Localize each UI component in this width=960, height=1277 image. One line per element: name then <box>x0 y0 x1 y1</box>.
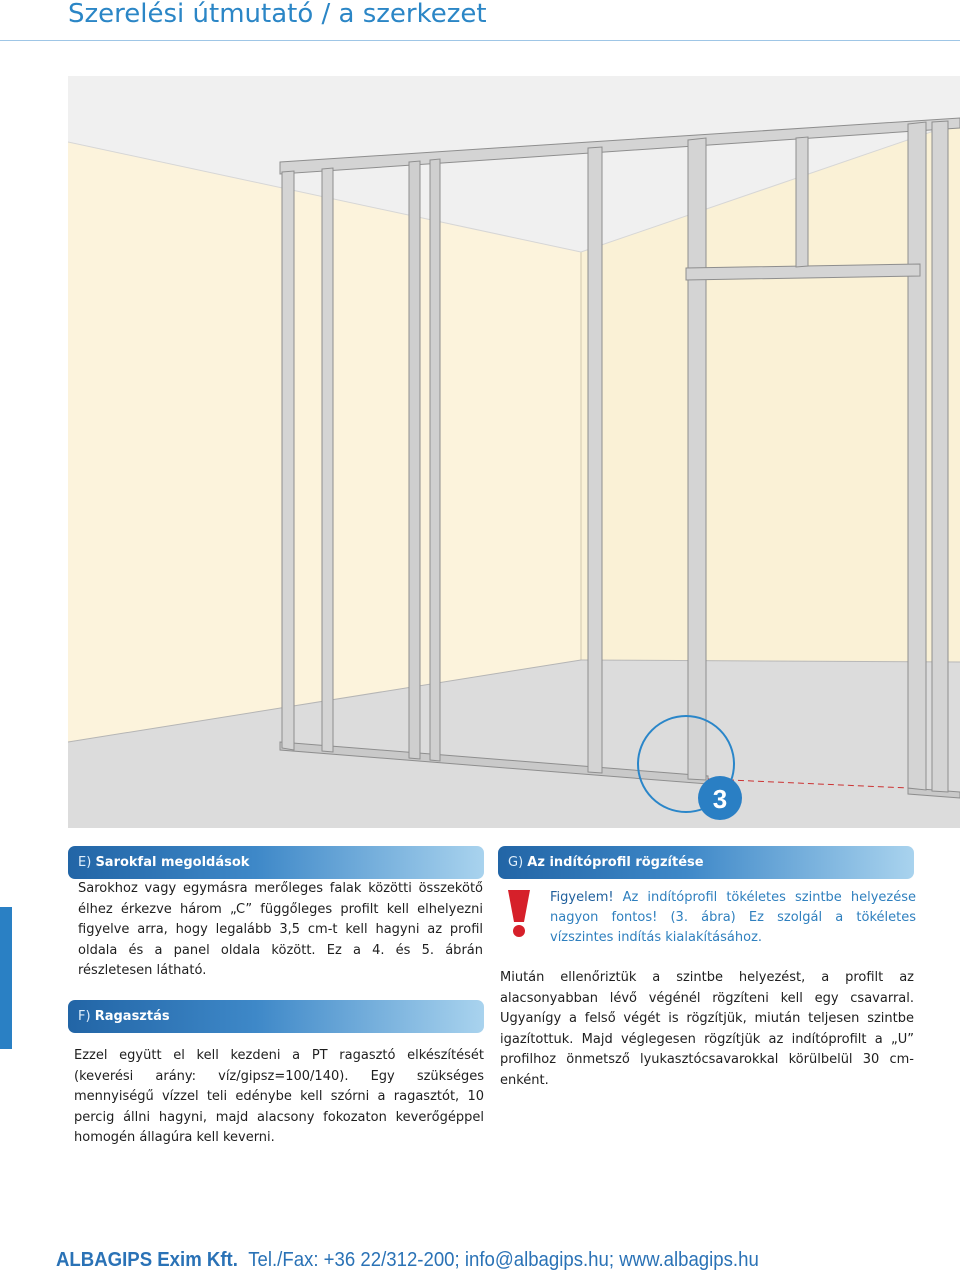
section-f-header <box>68 1000 484 1033</box>
section-e-title: Sarokfal megoldások <box>95 855 250 870</box>
page-header <box>0 0 960 44</box>
section-f-letter: F) <box>78 1009 91 1024</box>
section-g-title: Az indítóprofil rögzítése <box>527 855 704 870</box>
warning-label: Figyelem! <box>550 890 614 905</box>
page-title: Szerelési útmutató / a szerkezet <box>68 0 487 29</box>
section-e-letter: E) <box>78 855 92 870</box>
section-g-letter: G) <box>508 855 524 870</box>
warning-text: Az indítóprofil tökéletes szintbe helyezése nagyon fontos! (3. ábra) Ez szolgál a tökéletes vízszintes indítás kialakításához. <box>550 890 916 945</box>
footer-company: ALBAGIPS Exim Kft. <box>56 1249 238 1271</box>
section-g-body: Miután ellenőriztük a szintbe helyezést, a profilt az alacsonyabban lévő végénél rögzíteni kell egy csavarral. Ugyanígy a felső végét is rögzítjük, miután teljesen szintbe igazítottuk. Majd véglegesen rögzítjük az indítóprofilt a „U” profilhoz önmetsző lyukasztócsavarokkal körülbelül 30 cm-enként. <box>500 970 914 1088</box>
footer-text <box>56 1249 759 1272</box>
figure-number: 3 <box>712 784 728 814</box>
section-g-header <box>498 846 914 879</box>
warning-note <box>550 888 916 948</box>
section-e-body: Sarokhoz vagy egymásra merőleges falak közötti összekötő élhez érkezve három „C” függőleges profilt kell elhelyezni figyelve arra, hogy legalább 3,5 cm-t kell hagyni az profil oldala és a panel oldala között. Ez a 4. és 5. ábrán részletesen látható. <box>78 881 483 979</box>
warning-icon <box>502 890 536 938</box>
footer-contact: Tel./Fax: +36 22/312-200; info@albagips.hu; www.albagips.hu <box>248 1249 759 1271</box>
section-f-body: Ezzel együtt el kell kezdeni a PT ragasztó elkészítését (keverési arány: víz/gipsz=100/140). Egy szükséges mennyiségű vízzel teli edénybe kell szórni a ragasztót, 10 percig állni hagyni, majd alacsony fokozaton keverőgéppel homogén állagúra kell keverni. <box>74 1048 484 1146</box>
page-side-tab <box>0 907 12 1049</box>
footer <box>0 1241 960 1277</box>
section-e-header <box>68 846 484 879</box>
header-rule <box>0 40 960 41</box>
drywall-frame-illustration <box>68 76 960 828</box>
section-f-title: Ragasztás <box>94 1009 170 1024</box>
